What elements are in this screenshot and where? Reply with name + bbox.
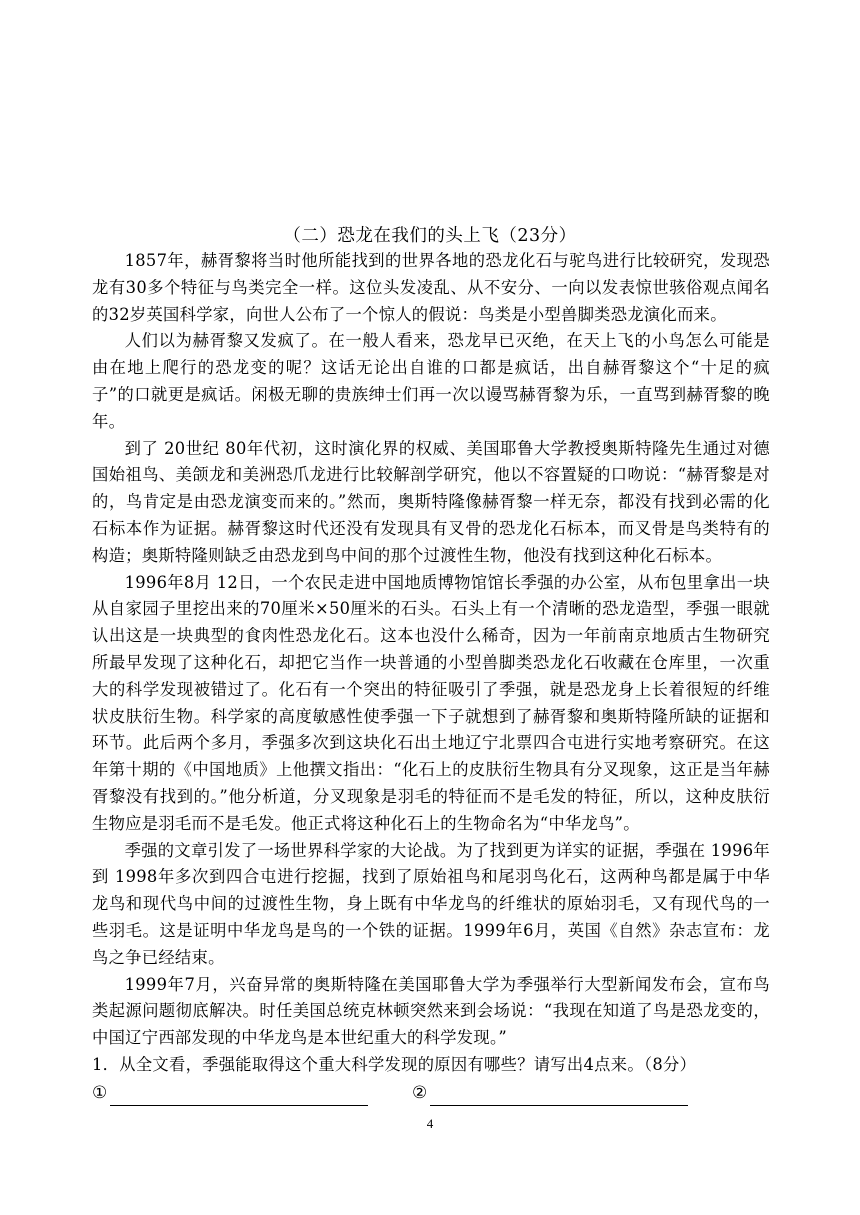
answer-line-2[interactable] xyxy=(430,1083,688,1106)
question-1: 1．从全文看，季强能取得这个重大科学发现的原因有哪些？请写出4点来。（8分） xyxy=(92,1054,697,1074)
paragraph-3: 到了 20世纪 80年代初，这时演化界的权威、美国耶鲁大学教授奥斯特隆先生通过对德国始祖鸟、美颌龙和美洲恐爪龙进行比较解剖学研究，他以不容置疑的口吻说：“赫胥黎是对的，鸟肯定是由恐龙演变而来的。”然而，奥斯特隆像赫胥黎一样无奈，都没有找到必需的化石标本作为证据。赫胥黎这时代还没有发现具有叉骨的恐龙化石标本，而叉骨是鸟类特有的构造；奥斯特隆则缺乏由恐龙到鸟中间的那个过渡性生物，他没有找到这种化石标本。 xyxy=(92,438,770,565)
article-body xyxy=(92,248,770,1108)
answer-label-1: ① xyxy=(92,1082,108,1103)
answer-blank-2[interactable] xyxy=(412,1080,688,1106)
answer-line-1[interactable] xyxy=(110,1083,368,1106)
paragraph-2: 人们以为赫胥黎又发疯了。在一般人看来，恐龙早已灭绝，在天上飞的小鸟怎么可能是由在地上爬行的恐龙变的呢？这话无论出自谁的口都是疯话，出自赫胥黎这个“十足的疯子”的口就更是疯话。闲极无聊的贵族绅士们再一次以谩骂赫胥黎为乐，一直骂到赫胥黎的晚年。 xyxy=(92,331,770,431)
paragraph-5: 季强的文章引发了一场世界科学家的大论战。为了找到更为详实的证据，季强在 1996年到 1998年多次到四合屯进行挖掘，找到了原始祖鸟和尾羽鸟化石，这两种鸟都是属于中华龙鸟和现代鸟中间的过渡性生物，身上既有中华龙鸟的纤维状的原始羽毛，又有现代鸟的一些羽毛。这是证明中华龙鸟是鸟的一个铁的证据。1999年6月，英国《自然》杂志宣布：龙鸟之争已经结束。 xyxy=(92,840,770,967)
section-title: （二）恐龙在我们的头上飞（23分） xyxy=(283,226,577,246)
paragraph-1: 1857年，赫胥黎将当时他所能找到的世界各地的恐龙化石与驼鸟进行比较研究，发现恐龙有30多个特征与鸟类完全一样。这位头发凌乱、从不安分、一向以发表惊世骇俗观点闻名的32岁英国科学家，向世人公布了一个惊人的假说：鸟类是小型兽脚类恐龙演化而来。 xyxy=(92,251,770,324)
answer-label-2: ② xyxy=(412,1082,428,1103)
paragraph-6: 1999年7月，兴奋异常的奥斯特隆在美国耶鲁大学为季强举行大型新闻发布会，宣布鸟类起源问题彻底解决。时任美国总统克林顿突然来到会场说：“我现在知道了鸟是恐龙变的，中国辽宁西部发现的中华龙鸟是本世纪重大的科学发现。” xyxy=(92,974,770,1048)
page-number: 4 xyxy=(426,1116,434,1131)
answer-blank-1[interactable] xyxy=(92,1080,368,1106)
answer-row xyxy=(92,1080,770,1108)
paragraph-4: 1996年8月 12日，一个农民走进中国地质博物馆馆长季强的办公室，从布包里拿出一块从自家园子里挖出来的70厘米×50厘米的石头。石头上有一个清晰的恐龙造型，季强一眼就认出这是一块典型的食肉性恐龙化石。这本也没什么稀奇，因为一年前南京地质古生物研究所最早发现了这种化石，却把它当作一块普通的小型兽脚类恐龙化石收藏在仓库里，一次重大的科学发现被错过了。化石有一个突出的特征吸引了季强，就是恐龙身上长着很短的纤维状皮肤衍生物。科学家的高度敏感性使季强一下子就想到了赫胥黎和奥斯特隆所缺的证据和环节。此后两个多月，季强多次到这块化石出土地辽宁北票四合屯进行实地考察研究。在这年第十期的《中国地质》上他撰文指出：“化石上的皮肤衍生物具有分叉现象，这正是当年赫胥黎没有找到的。”他分析道，分叉现象是羽毛的特征而不是毛发的特征，所以，这种皮肤衍生物应是羽毛而不是毛发。他正式将这种化石上的生物命名为“中华龙鸟”。 xyxy=(92,572,770,833)
